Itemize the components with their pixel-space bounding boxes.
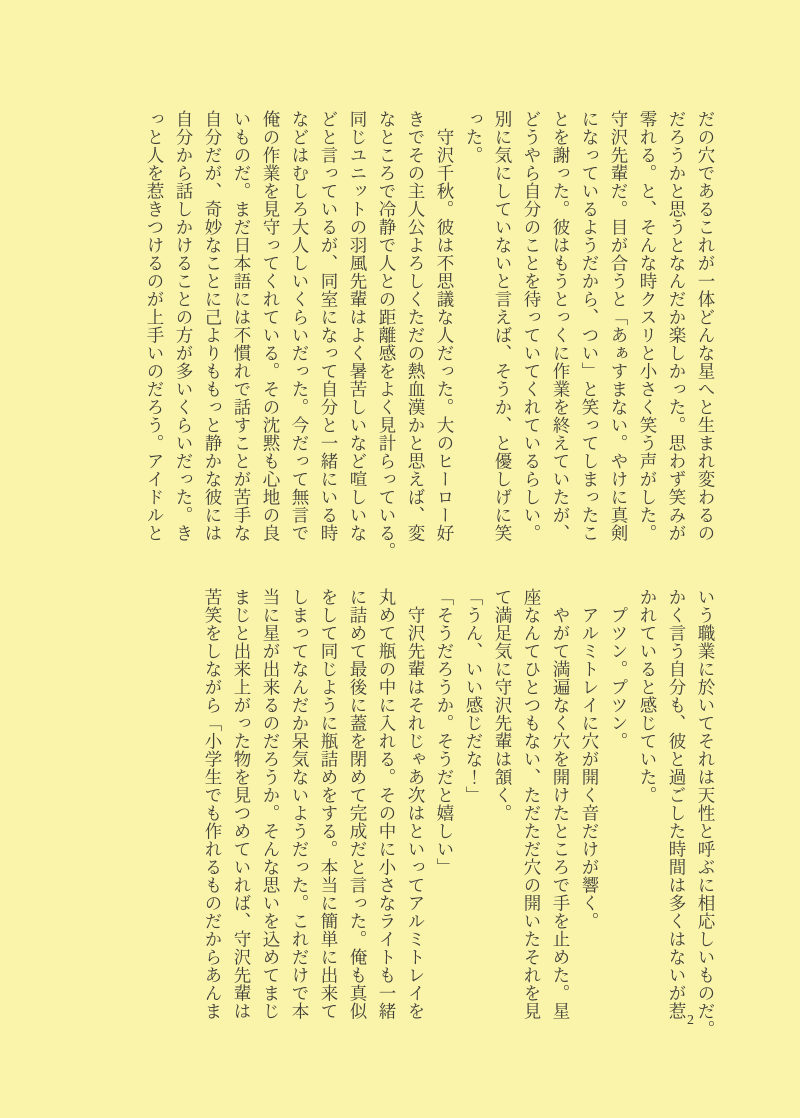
text-line: 丸めて瓶の中に入れる。その中に小さなライトも一緒 [377, 588, 397, 1020]
text-line: に詰めて最後に蓋を閉めて完成だと言った。俺も真似 [348, 588, 368, 1020]
text-line: 「そうだろうか。そうだと嬉しい」 [435, 588, 455, 876]
text-line: プツン。プツン。 [609, 588, 629, 750]
text-line: 守沢先輩だ。目が合うと「あぁすまない。やけに真剣 [609, 110, 629, 542]
text-line: しまってなんだか呆気ないようだった。これだけで本 [290, 588, 310, 1020]
text-line: 同じユニットの羽風先輩はよく暑苦しいなど喧しいな [348, 110, 368, 542]
text-line: どうやら自分のことを待っていてくれているらしい。 [522, 110, 542, 542]
page-number: 2 [687, 1013, 694, 1028]
text-line: 俺の作業を見守ってくれている。その沈黙も心地の良 [261, 110, 281, 542]
text-line: とを謝った。彼はもうとっくに作業を終えていたが、 [551, 110, 571, 542]
text-line: だろうかと思うとなんだか楽しかった。思わず笑みが [667, 110, 687, 542]
text-line: 「うん、いい感じだな！」 [464, 588, 484, 804]
text-line: っと人を惹きつけるのが上手いのだろう。アイドルと [145, 110, 165, 542]
text-line: をして同じように瓶詰めをする。本当に簡単に出来て [319, 588, 339, 1020]
top-text-block [140, 110, 720, 560]
text-line: 守沢先輩はそれじゃあ次はといってアルミトレイを [406, 588, 426, 1020]
text-line: なところで冷静で人との距離感をよく見計らっている。 [377, 110, 397, 560]
text-line: やがて満遍なく穴を開けたところで手を止めた。星 [551, 588, 571, 1020]
text-line: アルミトレイに穴が開く音だけが響く。 [580, 588, 600, 930]
text-line: どと言っているが、同室になって自分と一緒にいる時 [319, 110, 339, 542]
text-line: 座なんてひとつもない、ただただ穴の開いたそれを見 [522, 588, 542, 1020]
text-line: 零れる。と、そんな時クスリと小さく笑う声がした。 [638, 110, 658, 542]
text-line: かく言う自分も、彼と過ごした時間は多くはないが惹 [667, 588, 687, 1020]
text-line: 苦笑をしながら「小学生でも作れるものだからあんま [203, 588, 223, 1020]
bottom-text-block [198, 588, 720, 1038]
text-line: 守沢千秋。彼は不思議な人だった。大のヒーロー好 [435, 110, 455, 542]
text-line: になっているようだから、つい」と笑ってしまったこ [580, 110, 600, 542]
text-line: だの穴であるこれが一体どんな星へと生まれ変わるの [696, 110, 716, 542]
text-line: まじと出来上がった物を見つめていれば、守沢先輩は [232, 588, 252, 1020]
text-line: などはむしろ大人しいくらいだった。今だって無言で [290, 110, 310, 542]
text-line: きでその主人公よろしくただの熱血漢かと思えば、変 [406, 110, 426, 542]
text-line: 自分から話しかけることの方が多いくらいだった。き [174, 110, 194, 542]
text-line: て満足気に守沢先輩は頷く。 [493, 588, 513, 822]
text-line: 当に星が出来るのだろうか。そんな思いを込めてまじ [261, 588, 281, 1020]
text-line: かれていると感じていた。 [638, 588, 658, 804]
text-line: 自分だが、奇妙なことに己よりももっと静かな彼には [203, 110, 223, 542]
text-line: 別に気にしていないと言えば、そうか、と優しげに笑 [493, 110, 513, 542]
text-line: った。 [464, 110, 484, 164]
text-line: いう職業に於いてそれは天性と呼ぶに相応しいものだ。 [696, 588, 716, 1038]
text-line: いものだ。まだ日本語には不慣れで話すことが苦手な [232, 110, 252, 542]
